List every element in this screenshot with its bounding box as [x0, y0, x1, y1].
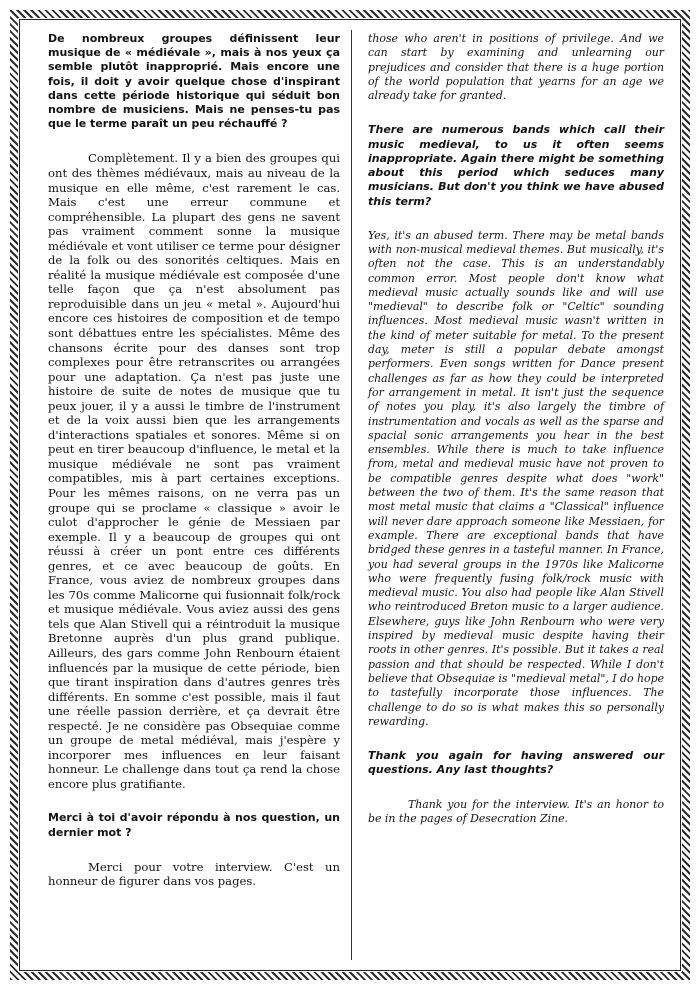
- interview-question: De nombreux groupes définissent leur musique de « médiévale », mais à nos yeux ça semble plutôt inapproprié. Mais encore une fois, il doit y avoir quelque chose d'inspirant dans cette période historique qui séduit bon nombre de musiciens. Mais ne penses-tu pas que le terme paraît un peu réchauffé ?: [48, 32, 340, 131]
- interview-answer: Yes, it's an abused term. There may be metal bands with non-musical medieval themes. But musically, it's often not the case. This is an understandably common error. Most people don't know what medieval music actually sounds like and will use "medieval" to describe folk or "Celtic" sounding influences. Most medieval music wasn't written in the kind of meter suitable for metal. To the present day, meter is still a popular debate amongst performers. Even songs written for Dance present challenges as far as how they could be interpreted for arrangement in metal. It isn't just the sequence of notes you play, it's also largely the timbre of instrumentation and vocals as well as the sparse and spacial sonic arrangements you hear in the best ensembles. While there is much to take influence from, metal and medieval music have not proven to be compatible genres despite what does "work" between the two of them. It's the same reason that most metal music that claims a "Classical" influence will never dare approach someone like Messiaen, for example. There are exceptional bands that have bridged these genres in a tasteful manner. In France, you had several groups in the 1970s like Malicorne who were frequently fusing folk/rock music with medieval music. You also had people like Alan Stivell who reintroduced Breton music to a larger audience. Elsewhere, guys like John Renbourn who were very inspired by medieval music despite having their roots in other genres. It's possible. But it takes a real passion and that should be respected. While I don't believe that Obsequiae is "medieval metal", I do hope to tastefully incorporate those influences. The challenge to do so is what makes this so personally rewarding.: [368, 228, 665, 728]
- french-column: [48, 32, 340, 909]
- interview-answer: Thank you for the interview. It's an honor to be in the pages of Desecration Zine.: [368, 797, 664, 825]
- interview-question: Thank you again for having answered our questions. Any last thoughts?: [368, 749, 664, 777]
- interview-answer: Merci pour votre interview. C'est un honneur de figurer dans vos pages.: [48, 859, 340, 889]
- english-column: [368, 32, 664, 846]
- interview-answer-continued: those who aren't in positions of privilege. And we can start by examining and unlearning our prejudices and consider that there is a huge portion of the world population that yearns for an age we already take for granted.: [368, 32, 664, 103]
- interview-question: There are numerous bands which call their music medieval, to us it often seems inappropriate. Again there might be something about this period which seduces many musicians. But don't you think we have abused this term?: [368, 123, 664, 208]
- interview-answer: Complètement. Il y a bien des groupes qui ont des thèmes médiévaux, mais au niveau de la musique en elle même, c'est rarement le cas. Mais c'est une erreur commune et compréhensible. La plupart des gens ne savent pas vraiment comment sonne la musique médiévale et vont utiliser ce terme pour désigner de la folk ou des sonorités celtiques. Mais en réalité la musique médiévale est composée d'une telle façon que ça n'est absolument pas reproduisible dans un jeu « metal ». Aujourd'hui encore ces histoires de composition et de tempo sont débattues entre les spécialistes. Même des chansons écrite pour des danses sont trop complexes pour être retranscrites ou arrangées pour une adaptation. Ça n'est pas juste une histoire de suite de notes de musique que tu peux jouer, il y a aussi le timbre de l'instrument et de la voix aussi bien que les arrangements d'interactions spatiales et sonores. Même si on peut en tirer beaucoup d'influence, le metal et la musique médiévale ne sont pas vraiment compatibles, mis à part certaines exceptions. Pour les mêmes raisons, on ne verra pas un groupe qui se proclame « classique » avoir le culot d'approcher le génie de Messiaen par exemple. Il y a beaucoup de groupes qui ont réussi à créer un pont entre ces différents genres, et ce avec beaucoup de goûts. En France, vous aviez de nombreux groupes dans les 70s comme Malicorne qui fusionnait folk/rock et musique médiévale. Vous aviez aussi des gens tels que Alan Stivell qui a réintroduit la musique Bretonne auprès d'un plus grand publique. Ailleurs, des gars comme John Renbourn étaient influencés par la musique de cette période, bien que tirant inspiration dans d'autres genres très différents. En somme c'est possible, mais il faut une réelle passion derrière, et ça devrait être respecté. Je ne considère pas Obsequiae comme un groupe de metal médiéval, mais j'espère y incorporer mes influences en leur faisant honneur. Le challenge dans tout ça rend la chose encore plus gratifiante.: [48, 151, 340, 791]
- column-divider: [351, 30, 352, 960]
- interview-question: Merci à toi d'avoir répondu à nos question, un dernier mot ?: [48, 811, 340, 839]
